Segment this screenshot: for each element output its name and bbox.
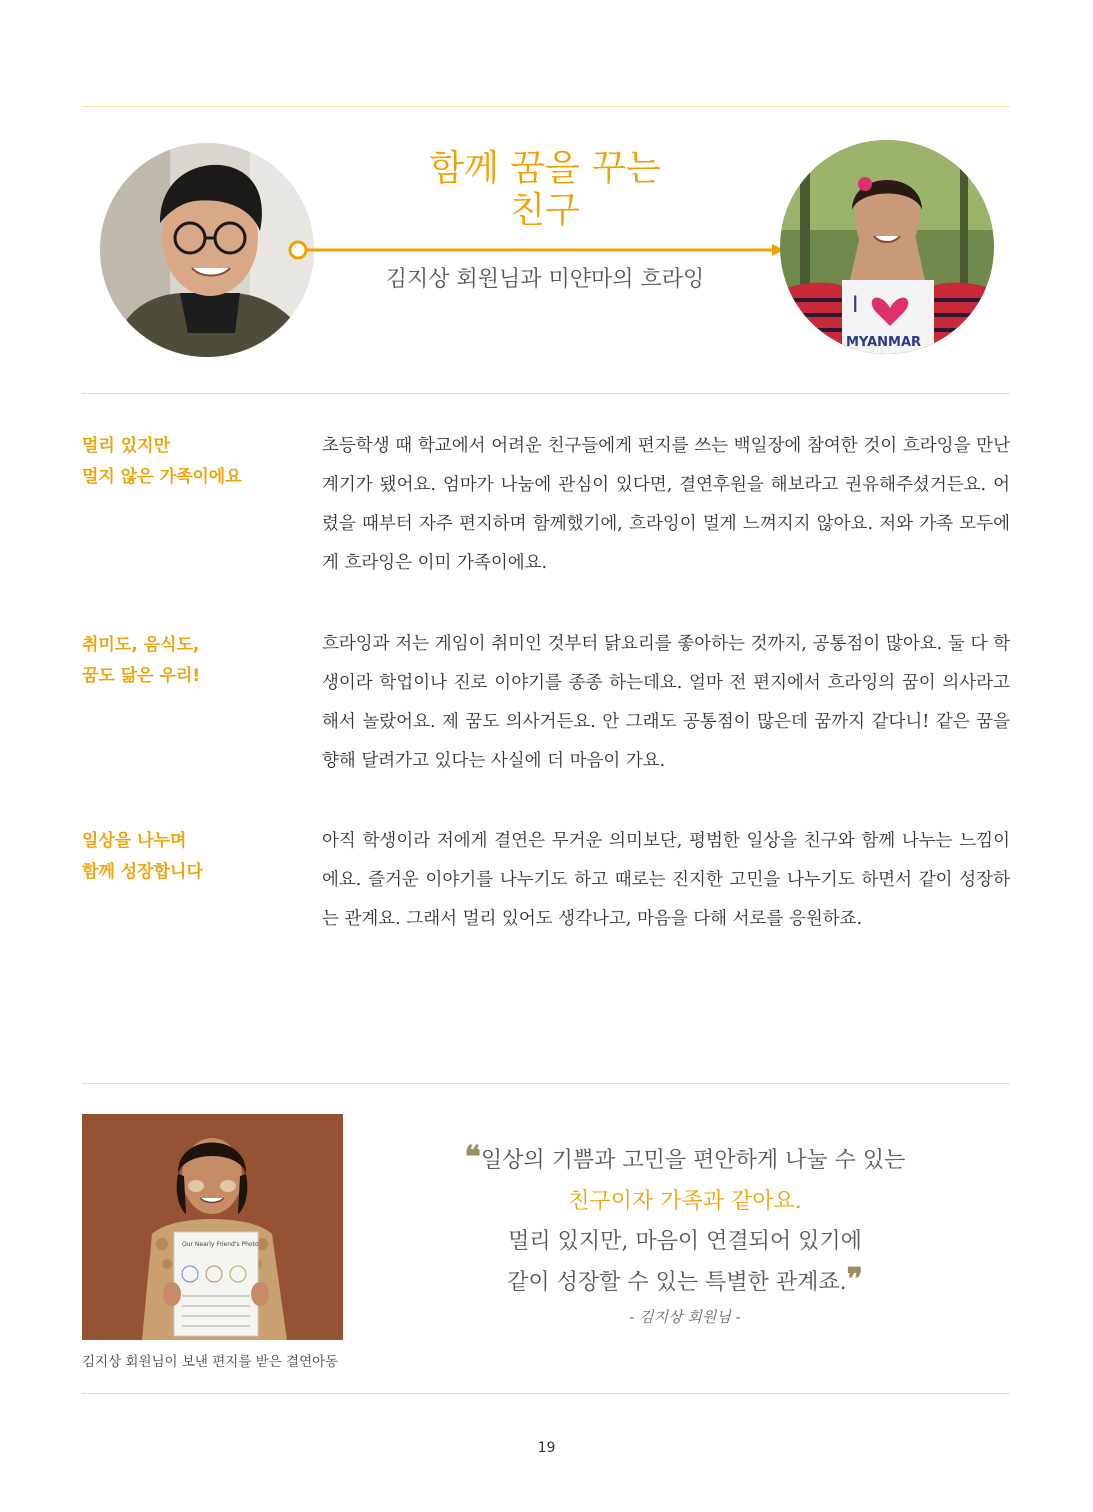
article-title	[400, 148, 690, 232]
header-divider	[82, 393, 1010, 394]
section-3-body: 아직 학생이라 저에게 결연은 무거운 의미보단, 평범한 일상을 친구와 함께 나누는 느낌이에요. 즐거운 이야기를 나누기도 하고 때로는 진지한 고민을 나누기도 하면서 같이 성장하는 관계요. 그래서 멀리 있어도 생각나고, 마음을 다해 서로를 응원하죠.	[322, 831, 1010, 929]
title-line-2: 친구	[510, 190, 580, 231]
section-1-body: 초등학생 때 학교에서 어려운 친구들에게 편지를 쓰는 백일장에 참여한 것이 흐라잉을 만난 계기가 됐어요. 엄마가 나눔에 관심이 있다면, 결연후원을 해보라고 권유해주셨거든요. 어렸을 때부터 자주 편지하며 함께했기에, 흐라잉이 멀게 느껴지지 않아요. 저와 가족 모두에게 흐라잉은 이미 가족이에요.	[322, 436, 1010, 573]
section-heading-line: 일상을 나누며	[82, 831, 187, 851]
child-with-letter-photo	[82, 1114, 343, 1340]
section-3-heading	[82, 826, 302, 888]
section-heading-line: 멀지 않은 가족이에요	[82, 467, 242, 487]
shirt-text: MYANMAR	[846, 335, 922, 350]
section-2-body: 흐라잉과 저는 게임이 취미인 것부터 닭요리를 좋아하는 것까지, 공통점이 많아요. 둘 다 학생이라 학업이나 진로 이야기를 종종 하는데요. 얼마 전 편지에서 흐라잉의 꿈이 의사라고 해서 놀랐어요. 제 꿈도 의사거든요. 안 그래도 공통점이 많은데 꿈까지 같다니! 같은 꿈을 향해 달려가고 있다는 사실에 더 마음이 가요.	[322, 634, 1010, 771]
letter-title: Our Nearly Friend's Photo	[182, 1241, 259, 1248]
connector-line	[286, 236, 806, 264]
section-heading-line: 함께 성장합니다	[82, 862, 203, 882]
quote-divider	[82, 1083, 1010, 1084]
top-divider	[82, 106, 1010, 107]
shirt-letter-i: I	[852, 293, 859, 318]
quote-text: 일상의 기쁨과 고민을 편안하게 나눌 수 있는	[480, 1148, 906, 1173]
section-2-heading	[82, 630, 302, 692]
young-man-portrait-image	[100, 143, 314, 357]
section-heading-line: 멀리 있지만	[82, 436, 171, 456]
girl-portrait-image	[780, 140, 994, 354]
open-quote-icon: ❝	[464, 1140, 481, 1175]
photo-caption: 김지상 회원님이 보낸 편지를 받은 결연아동	[82, 1354, 339, 1370]
section-1-heading	[82, 431, 302, 493]
title-line-1: 함께 꿈을 꾸는	[429, 148, 661, 189]
footer-divider	[82, 1393, 1010, 1394]
quote-line-2: 친구이자 가족과 같아요.	[568, 1189, 802, 1214]
quote-line-1	[400, 1140, 970, 1175]
quote-author: - 김지상 회원님 -	[629, 1308, 741, 1326]
quote-line-3: 멀리 있지만, 마음이 연결되어 있기에	[508, 1229, 862, 1254]
section-heading-line: 취미도, 음식도,	[82, 635, 200, 655]
close-quote-icon: ❞	[846, 1262, 863, 1297]
quote-line-4	[400, 1262, 970, 1297]
quote-text: 같이 성장할 수 있는 특별한 관계죠.	[507, 1270, 847, 1295]
page-number: 19	[537, 1440, 556, 1456]
article-subtitle: 김지상 회원님과 미얀마의 흐라잉	[385, 267, 705, 292]
section-heading-line: 꿈도 닮은 우리!	[82, 666, 201, 686]
